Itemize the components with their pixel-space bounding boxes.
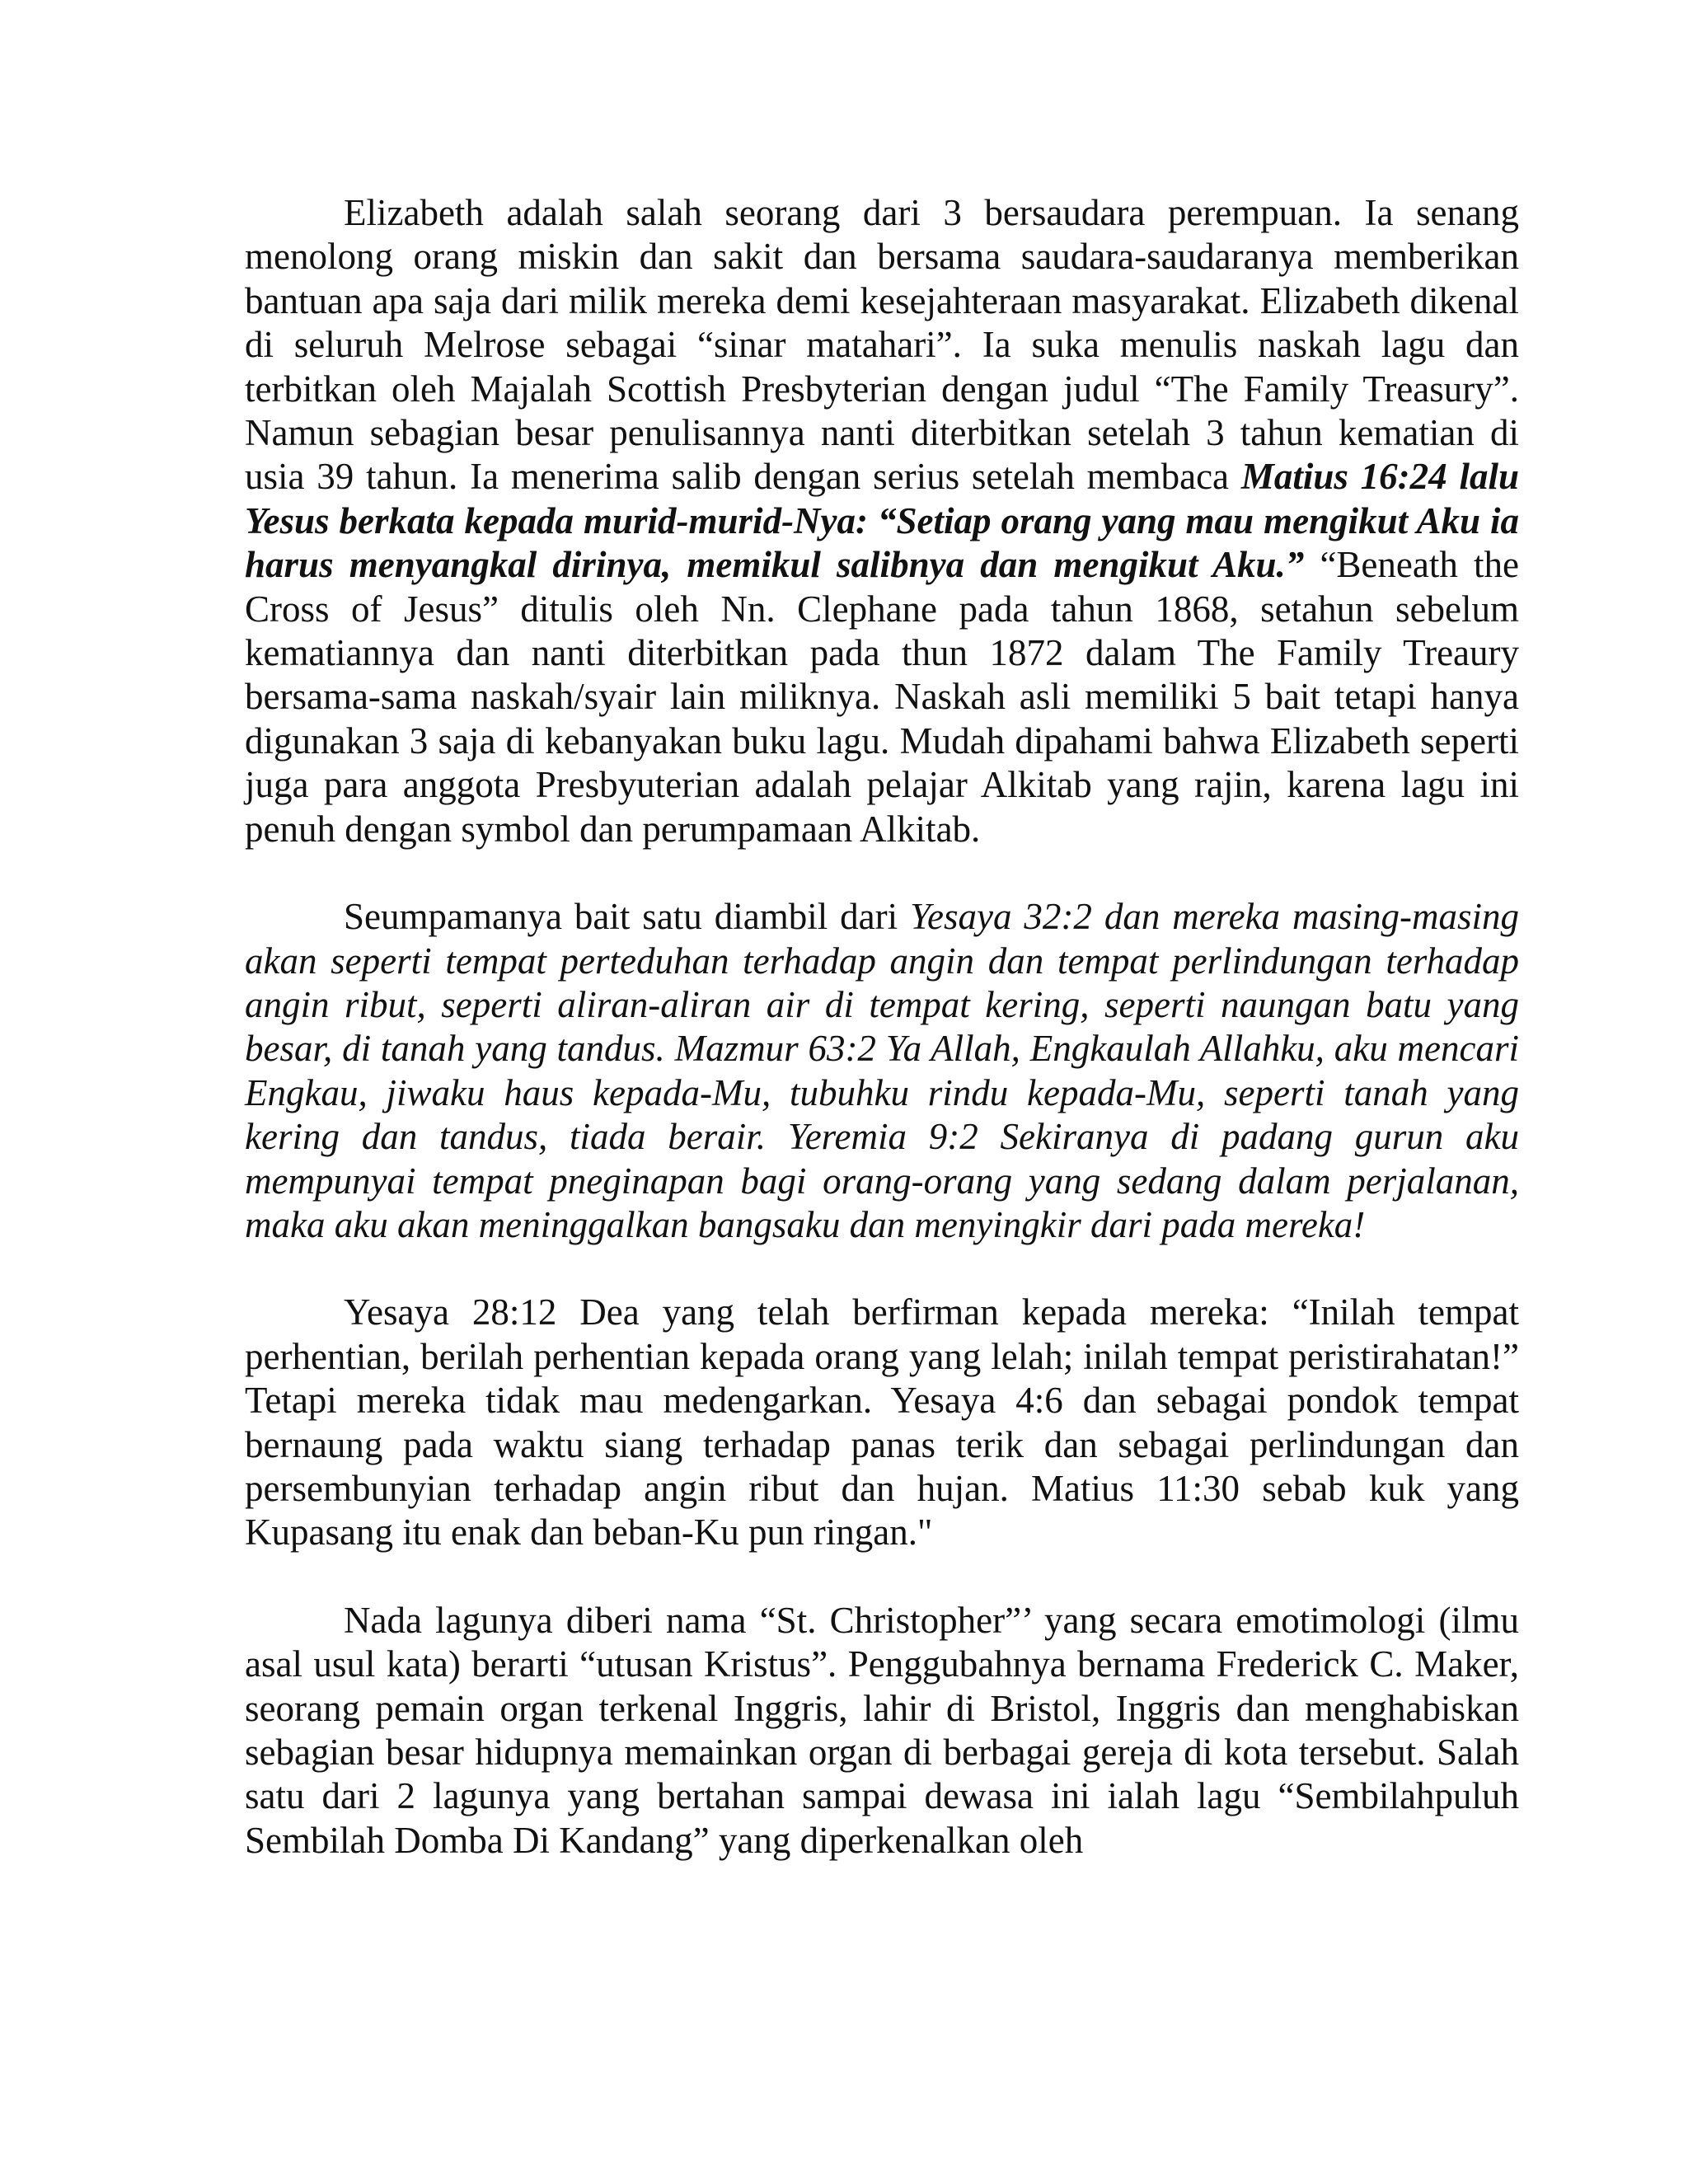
body-text: Nada lagunya diberi nama “St. Christopher”’ yang secara emotimologi (ilmu asal usul kata) berarti “utusan Kristus”. Penggubahnya bernama Frederick C. Maker, seorang pemain organ terkenal Inggris, lahir di Bristol, Inggris dan menghabiskan sebagian besar hidupnya memainkan organ di berbagai gereja di kota tersebut. Salah satu dari 2 lagunya yang bertahan sampai dewasa ini ialah lagu “Sembilahpuluh Sembilah Domba Di Kandang” yang diperkenalkan oleh [245,1599,1519,1861]
body-text: “Beneath the Cross of Jesus” ditulis oleh Nn. Clephane pada tahun 1868, setahun sebelum kematiannya dan nanti diterbitkan pada thun 1872 dalam The Family Treaury bersama-sama naskah/syair lain miliknya. Naskah asli memiliki 5 bait tetapi hanya digunakan 3 saja di kebanyakan buku lagu. Mudah dipahami bahwa Elizabeth seperti juga para anggota Presbyuterian adalah pelajar Alkitab yang rajin, karena lagu ini penuh dengan symbol dan perumpamaan Alkitab. [245,544,1519,850]
scripture-quotes-italic: Yesaya 32:2 dan mereka masing-masing akan seperti tempat perteduhan terhadap angin dan tempat perlindungan terhadap angin ribut, seperti aliran-aliran air di tempat kering, seperti naungan batu yang besar, di tanah yang tandus. Mazmur 63:2 Ya Allah, Engkaulah Allahku, aku mencari Engkau, jiwaku haus kepada-Mu, tubuhku rindu kepada-Mu, seperti tanah yang kering dan tandus, tiada berair. Yeremia 9:2 Sekiranya di padang gurun aku mempunyai tempat pneginapan bagi orang-orang yang sedang dalam perjalanan, maka aku akan meninggalkan bangsaku dan menyingkir dari pada mereka! [245,896,1520,1245]
document-page [245,191,1519,1906]
paragraph-scripture-references [245,1291,1519,1554]
paragraph-verse-one-sources [245,895,1519,1247]
body-text: Seumpamanya bait satu diambil dari [344,896,911,938]
paragraph-tune-composer [245,1599,1519,1863]
paragraph-biography [245,191,1519,851]
body-text: Elizabeth adalah salah seorang dari 3 bersaudara perempuan. Ia senang menolong orang miskin dan sakit dan bersama saudara-saudaranya memberikan bantuan apa saja dari milik mereka demi kesejahteraan masyarakat. Elizabeth dikenal di seluruh Melrose sebagai “sinar matahari”. Ia suka menulis naskah lagu dan terbitkan oleh Majalah Scottish Presbyterian dengan judul “The Family Treasury”. Namun sebagian besar penulisannya nanti diterbitkan setelah 3 tahun kematian di usia 39 tahun. Ia menerima salib dengan serius setelah membaca [245,192,1519,498]
body-text: Yesaya 28:12 Dea yang telah berfirman kepada mereka: “Inilah tempat perhentian, berilah perhentian kepada orang yang lelah; inilah tempat peristirahatan!” Tetapi mereka tidak mau medengarkan. Yesaya 4:6 dan sebagai pondok tempat bernaung pada waktu siang terhadap panas terik dan sebagai perlindungan dan persembunyian terhadap angin ribut dan hujan. Matius 11:30 sebab kuk yang Kupasang itu enak dan beban-Ku pun ringan." [245,1291,1519,1554]
scripture-quote-matius-16-24: Matius 16:24 lalu Yesus berkata kepada murid-murid-Nya: “Setiap orang yang mau mengikut Aku ia harus menyangkal dirinya, memikul salibnya dan mengikut Aku.” [245,456,1519,586]
